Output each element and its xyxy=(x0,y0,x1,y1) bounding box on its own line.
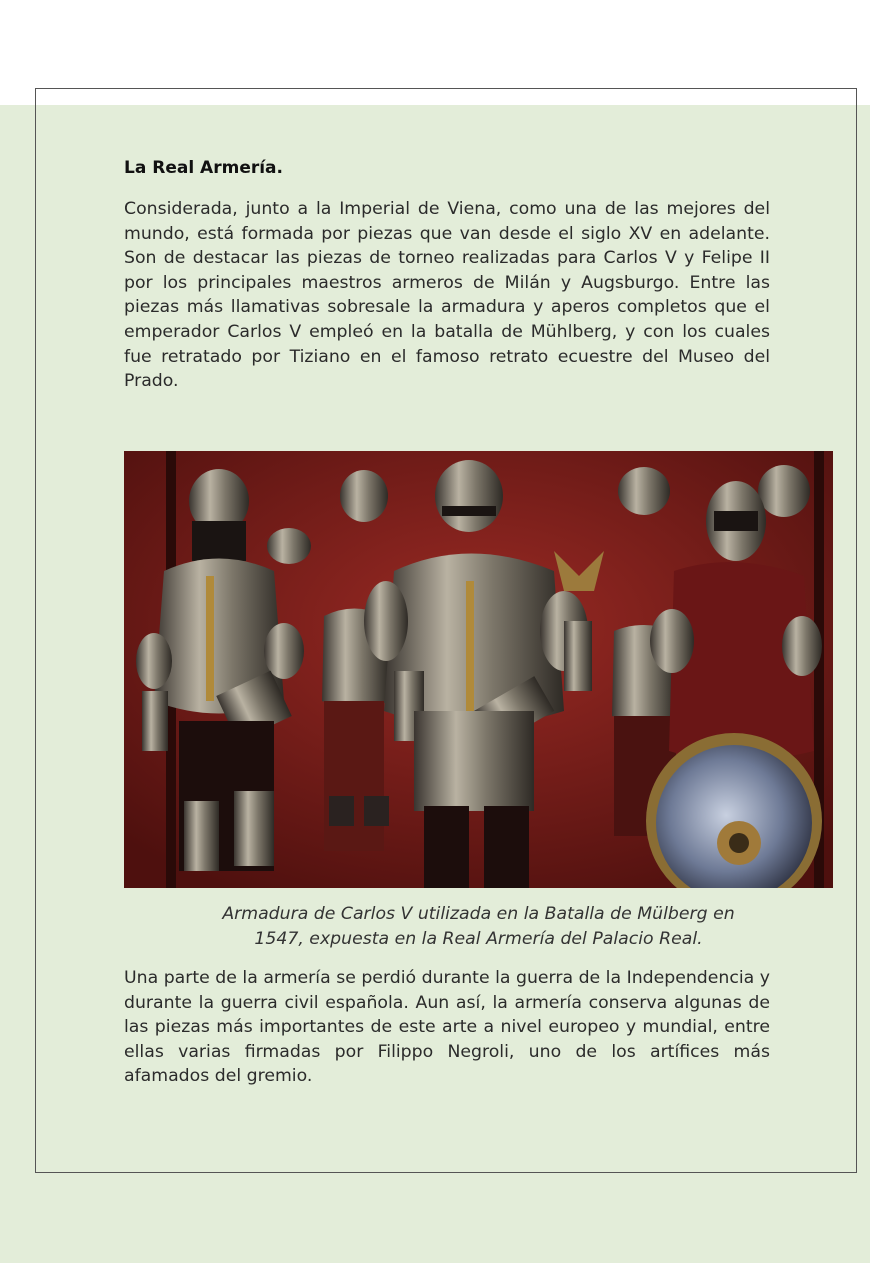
caption-line-2: 1547, expuesta en la Real Armería del Palacio Real. xyxy=(254,929,703,949)
armor-photo xyxy=(124,451,833,888)
photo-caption xyxy=(124,902,833,952)
closing-paragraph: Una parte de la armería se perdió durante la guerra de la Independencia y durante la guerra civil española. Aun así, la armería conserva algunas de las piezas más importantes de este arte a nivel europeo y mundial, entre ellas varias firmadas por Filippo Negroli, uno de los artífices más afamados del gremio. xyxy=(124,968,770,1087)
caption-line-1: Armadura de Carlos V utilizada en la Batalla de Mülberg en xyxy=(222,904,735,924)
section-heading: La Real Armería. xyxy=(124,158,283,178)
intro-paragraph: Considerada, junto a la Imperial de Viena, como una de las mejores del mundo, está formada por piezas que van desde el siglo XV en adelante. Son de destacar las piezas de torneo realizadas para Carlos V y Felipe II por los principales maestros armeros de Milán y Augsburgo. Entre las piezas más llamativas sobresale la armadura y aperos completos que el emperador Carlos V empleó en la batalla de Mühlberg, y con los cuales fue retratado por Tiziano en el famoso retrato ecuestre del Museo del Prado. xyxy=(124,199,770,392)
